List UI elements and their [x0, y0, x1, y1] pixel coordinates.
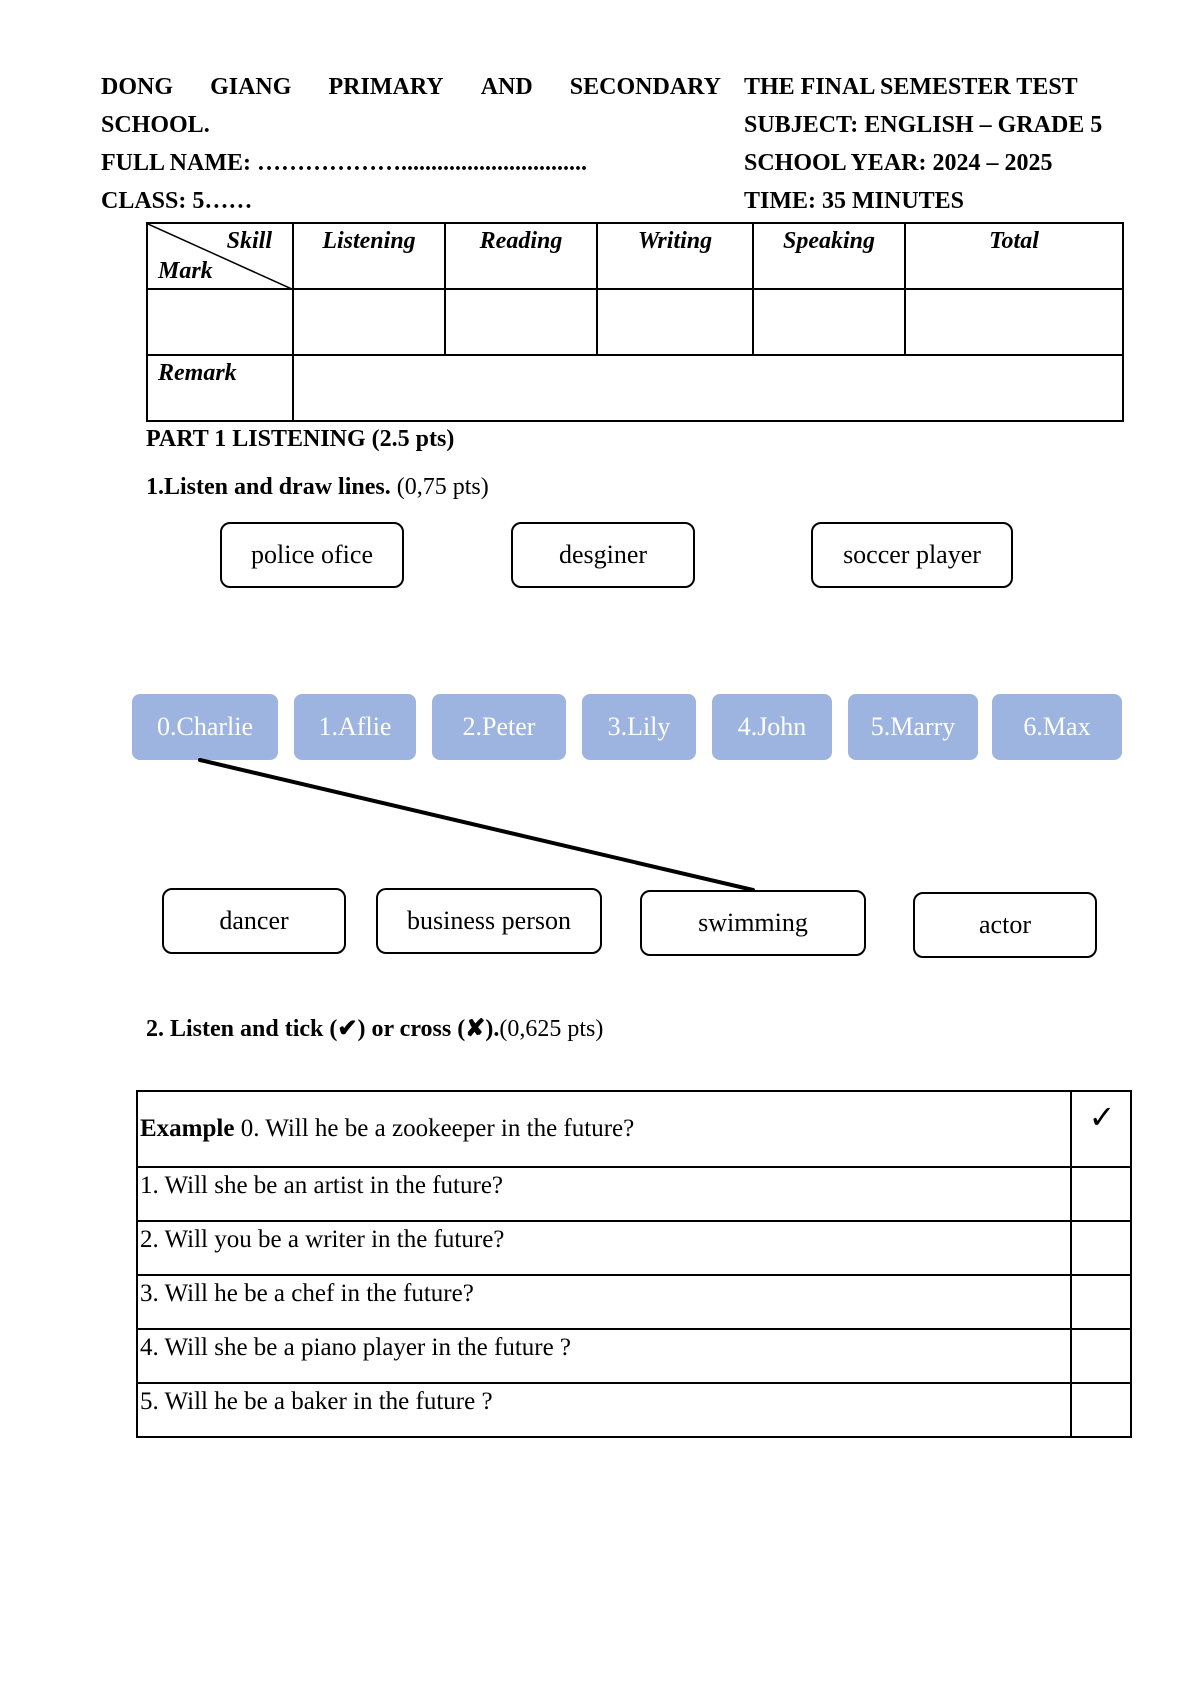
exercise2-points: (0,625 pts)	[499, 1016, 604, 1042]
subject-line: SUBJECT: ENGLISH – GRADE 5	[744, 112, 1103, 138]
time-limit: TIME: 35 MINUTES	[744, 188, 965, 214]
question-text: 3. Will he be a chef in the future?	[137, 1275, 1071, 1329]
tick-cross-table	[136, 1090, 1132, 1438]
col-writing: Writing	[597, 223, 753, 289]
answer-cell[interactable]	[1071, 1221, 1131, 1275]
job-box-designer[interactable]: desginer	[511, 522, 695, 588]
name-box-john[interactable]: 4.John	[712, 694, 832, 760]
school-word: DONG	[101, 74, 173, 100]
table-row	[137, 1329, 1131, 1383]
school-word: GIANG	[210, 74, 292, 100]
table-row	[137, 1383, 1131, 1437]
name-box-peter[interactable]: 2.Peter	[432, 694, 566, 760]
test-title: THE FINAL SEMESTER TEST	[744, 74, 1078, 100]
exercise2-heading	[146, 1014, 603, 1043]
name-box-charlie[interactable]: 0.Charlie	[132, 694, 278, 760]
mark-label: Mark	[158, 258, 213, 284]
col-total: Total	[905, 223, 1123, 289]
question-text: 1. Will she be an artist in the future?	[137, 1167, 1071, 1221]
answer-cell[interactable]	[1071, 1275, 1131, 1329]
name-box-lily[interactable]: 3.Lily	[582, 694, 696, 760]
answer-cell[interactable]	[1071, 1383, 1131, 1437]
col-reading: Reading	[445, 223, 597, 289]
name-box-max[interactable]: 6.Max	[992, 694, 1122, 760]
exercise2-title: 2. Listen and tick (✔) or cross (✘).	[146, 1016, 500, 1042]
full-name-field: FULL NAME: ………………...............................	[101, 150, 587, 176]
table-row	[137, 1221, 1131, 1275]
remark-label: Remark	[147, 355, 293, 421]
answer-cell[interactable]	[1071, 1329, 1131, 1383]
question-text: 4. Will she be a piano player in the future ?	[137, 1329, 1071, 1383]
answer-cell[interactable]	[1071, 1167, 1131, 1221]
job-box-actor[interactable]: actor	[913, 892, 1097, 958]
table-row	[137, 1091, 1131, 1167]
school-word: AND	[480, 74, 533, 100]
col-listening: Listening	[293, 223, 445, 289]
answer-cell[interactable]: ✓	[1071, 1091, 1131, 1167]
school-name-line2: SCHOOL.	[101, 112, 210, 138]
job-box-soccer-player[interactable]: soccer player	[811, 522, 1013, 588]
job-box-swimming[interactable]: swimming	[640, 890, 866, 956]
school-word: SECONDARY	[569, 74, 721, 100]
skill-label: Skill	[226, 228, 272, 254]
job-box-business-person[interactable]: business person	[376, 888, 602, 954]
col-speaking: Speaking	[753, 223, 905, 289]
name-box-aflie[interactable]: 1.Aflie	[294, 694, 416, 760]
table-row	[137, 1167, 1131, 1221]
name-box-marry[interactable]: 5.Marry	[848, 694, 978, 760]
question-text: 2. Will you be a writer in the future?	[137, 1221, 1071, 1275]
table-row	[137, 1275, 1131, 1329]
question-text	[137, 1091, 1071, 1167]
school-word: PRIMARY	[328, 74, 444, 100]
class-field: CLASS: 5……	[101, 188, 253, 214]
part1-title: PART 1 LISTENING (2.5 pts)	[146, 426, 455, 452]
job-box-police[interactable]: police ofice	[220, 522, 404, 588]
question-body: 0. Will he be a zookeeper in the future?	[234, 1115, 635, 1142]
exercise1-title: 1.Listen and draw lines.	[146, 474, 391, 500]
example-label: Example	[140, 1115, 235, 1142]
exercise1-points: (0,75 pts)	[390, 474, 489, 500]
school-year: SCHOOL YEAR: 2024 – 2025	[744, 150, 1053, 176]
job-box-dancer[interactable]: dancer	[162, 888, 346, 954]
question-text: 5. Will he be a baker in the future ?	[137, 1383, 1071, 1437]
